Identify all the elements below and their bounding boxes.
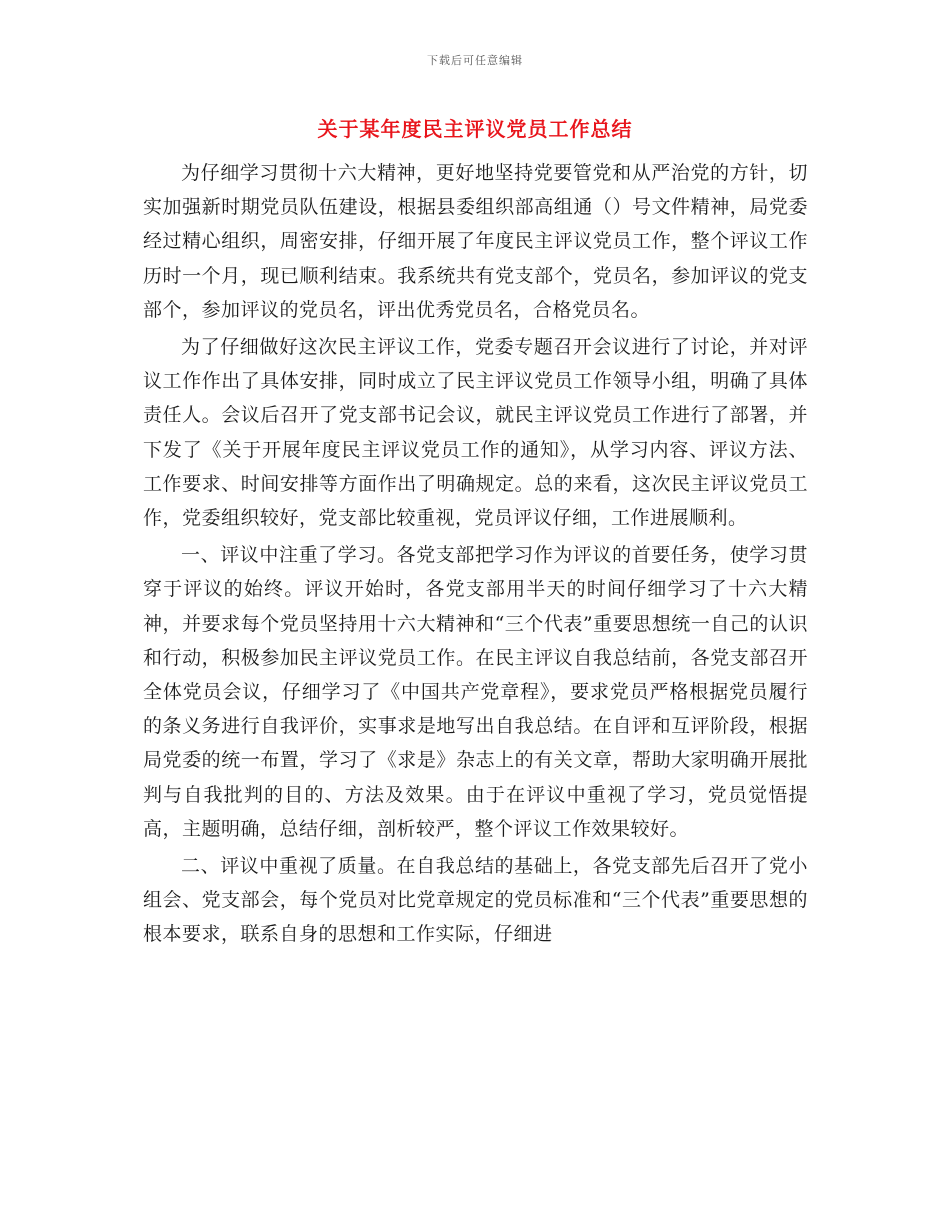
document-body (143, 156, 808, 955)
paragraph-intro: 为仔细学习贯彻十六大精神，更好地坚持党要管党和从严治党的方针，切实加强新时期党员队伍建设，根据县委组织部高组通（）号文件精神，局党委经过精心组织，周密安排，仔细开展了年度民主评议党员工作，整个评议工作历时一个月，现已顺利结束。我系统共有党支部个，党员名，参加评议的党支部个，参加评议的党员名，评出优秀党员名，合格党员名。 (143, 162, 808, 321)
paragraph-arrangement: 为了仔细做好这次民主评议工作，党委专题召开会议进行了讨论，并对评议工作作出了具体安排，同时成立了民主评议党员工作领导小组，明确了具体责任人。会议后召开了党支部书记会议，就民主评议党员工作进行了部署，并下发了《关于开展年度民主评议党员工作的通知》，从学习内容、评议方法、工作要求、时间安排等方面作出了明确规定。总的来看，这次民主评议党员工作，党委组织较好，党支部比较重视，党员评议仔细，工作进展顺利。 (143, 336, 808, 530)
paragraph-section-one: 一、评议中注重了学习。各党支部把学习作为评议的首要任务，使学习贯穿于评议的始终。评议开始时，各党支部用半天的时间仔细学习了十六大精神，并要求每个党员坚持用十六大精神和“三个代表”重要思想统一自己的认识和行动，积极参加民主评议党员工作。在民主评议自我总结前，各党支部召开全体党员会议，仔细学习了《中国共产党章程》，要求党员严格根据党员履行的条义务进行自我评价，实事求是地写出自我总结。在自评和互评阶段，根据局党委的统一布置，学习了《求是》杂志上的有关文章，帮助大家明确开展批判与自我批判的目的、方法及效果。由于在评议中重视了学习，党员觉悟提高，主题明确，总结仔细，剖析较严，整个评议工作效果较好。 (143, 544, 808, 840)
header-note: 下载后可任意编辑 (427, 54, 523, 67)
document-title: 关于某年度民主评议党员工作总结 (317, 117, 633, 141)
paragraph-section-two: 二、评议中重视了质量。在自我总结的基础上，各党支部先后召开了党小组会、党支部会，每个党员对比党章规定的党员标准和“三个代表”重要思想的根本要求，联系自身的思想和工作实际，仔细进 (143, 855, 808, 946)
